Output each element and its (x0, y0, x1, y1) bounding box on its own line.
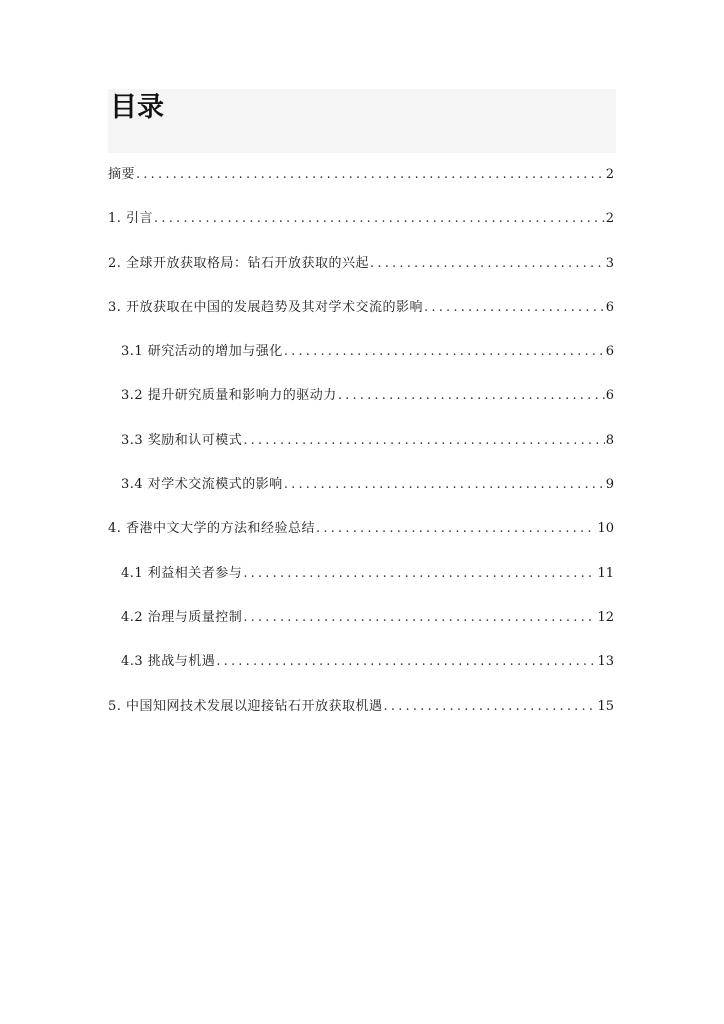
toc-dot-leader (338, 381, 605, 411)
toc-entry-3-1[interactable] (108, 337, 614, 381)
toc-page-number: 6 (605, 299, 614, 315)
toc-page-number: 13 (597, 654, 614, 670)
toc-dot-leader (284, 337, 605, 367)
toc-entry-label: 3.4 对学术交流模式的影响 (121, 477, 283, 493)
toc-entry-label: 1. 引言 (108, 211, 154, 227)
toc-dot-leader (154, 204, 605, 234)
toc-entry-label: 4. 香港中文大学的方法和经验总结 (108, 521, 316, 537)
toc-entry-label: 3.1 研究活动的增加与强化 (121, 344, 283, 360)
toc-dot-leader (284, 470, 605, 500)
toc-dot-leader (216, 647, 596, 677)
toc-page-number: 12 (597, 609, 614, 625)
toc-entry-4-3[interactable] (108, 647, 614, 691)
page-title: 目录 (110, 92, 164, 123)
toc-entry-label: 3.3 奖励和认可模式 (121, 432, 243, 448)
toc-page-number: 8 (605, 432, 614, 448)
toc-entry-3-4[interactable] (108, 470, 614, 514)
toc-entry-abstract[interactable] (108, 160, 614, 204)
toc-entry-label: 3.2 提升研究质量和影响力的驱动力 (121, 388, 337, 404)
toc-entry-label: 2. 全球开放获取格局：钻石开放获取的兴起 (108, 255, 370, 271)
toc-entry-4[interactable] (108, 514, 614, 558)
toc-page-number: 6 (605, 388, 614, 404)
toc-page-number: 2 (605, 167, 614, 182)
toc-page-number: 9 (605, 477, 614, 493)
toc-entry-label: 5. 中国知网技术发展以迎接钻石开放获取机遇 (108, 698, 383, 714)
toc-entry-label: 4.1 利益相关者参与 (121, 565, 243, 581)
toc-page-number: 11 (597, 565, 614, 581)
toc-page-number: 10 (597, 521, 614, 537)
toc-page-number: 15 (597, 698, 614, 714)
toc-dot-leader (370, 249, 605, 279)
toc-entry-4-2[interactable] (108, 603, 614, 647)
table-of-contents (108, 160, 614, 736)
toc-entry-3-2[interactable] (108, 381, 614, 425)
toc-dot-leader (243, 426, 604, 456)
toc-entry-5[interactable] (108, 692, 614, 736)
toc-dot-leader (384, 692, 597, 722)
toc-entry-label: 摘要 (108, 167, 136, 182)
title-band (108, 89, 616, 153)
toc-page-number: 6 (605, 344, 614, 360)
toc-dot-leader (136, 160, 605, 190)
toc-entry-1[interactable] (108, 204, 614, 248)
toc-entry-label: 4.2 治理与质量控制 (121, 609, 243, 625)
toc-dot-leader (243, 603, 596, 633)
toc-dot-leader (316, 514, 596, 544)
toc-entry-label: 3. 开放获取在中国的发展趋势及其对学术交流的影响 (108, 299, 424, 315)
toc-dot-leader (243, 559, 596, 589)
toc-dot-leader (424, 293, 605, 323)
toc-entry-label: 4.3 挑战与机遇 (121, 654, 216, 670)
toc-page-number: 3 (605, 255, 614, 271)
toc-page-number: 2 (605, 211, 614, 227)
toc-entry-2[interactable] (108, 249, 614, 293)
toc-entry-3-3[interactable] (108, 426, 614, 470)
toc-entry-3[interactable] (108, 293, 614, 337)
toc-entry-4-1[interactable] (108, 559, 614, 603)
